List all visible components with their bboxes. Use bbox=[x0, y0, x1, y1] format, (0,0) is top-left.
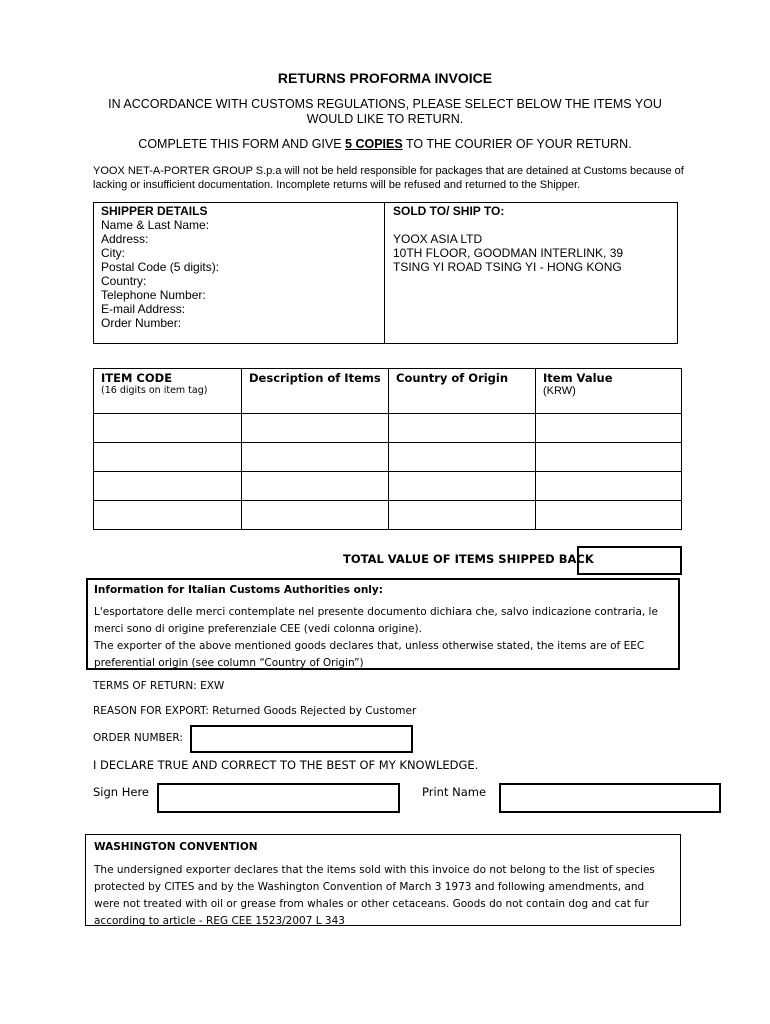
cell-item-code[interactable] bbox=[94, 472, 242, 501]
table-row bbox=[94, 501, 682, 530]
ship-to-heading: SOLD TO/ SHIP TO: bbox=[393, 204, 505, 218]
cell-country[interactable] bbox=[389, 472, 536, 501]
shipper-field-name: Name & Last Name: bbox=[101, 218, 210, 232]
sign-here-label: Sign Here bbox=[93, 785, 150, 799]
cell-country[interactable] bbox=[389, 443, 536, 472]
table-row bbox=[94, 414, 682, 443]
table-row bbox=[94, 443, 682, 472]
col-country-of-origin bbox=[389, 369, 536, 414]
table-row bbox=[94, 472, 682, 501]
total-value-label: TOTAL VALUE OF ITEMS SHIPPED BACK bbox=[343, 552, 594, 566]
shipper-field-address: Address: bbox=[101, 232, 149, 246]
col-item-value bbox=[536, 369, 682, 414]
col-item-code-sub: (16 digits on item tag) bbox=[101, 385, 208, 396]
shipper-field-postal-code: Postal Code (5 digits): bbox=[101, 260, 220, 274]
cell-country[interactable] bbox=[389, 414, 536, 443]
signature-field[interactable] bbox=[157, 783, 400, 813]
instruction-copies-pre: COMPLETE THIS FORM AND GIVE bbox=[138, 137, 346, 151]
ship-to-line-3: TSING YI ROAD TSING YI - HONG KONG bbox=[393, 260, 622, 274]
instruction-select-items: IN ACCORDANCE WITH CUSTOMS REGULATIONS, PLEASE SELECT BELOW THE ITEMS YOU WOULD LIKE TO RETURN. bbox=[108, 97, 662, 126]
ship-to-details bbox=[386, 203, 677, 275]
order-number-field[interactable] bbox=[190, 725, 413, 753]
col-country-title: Country of Origin bbox=[396, 371, 509, 385]
cell-country[interactable] bbox=[389, 501, 536, 530]
washington-convention-text: The undersigned exporter declares that the items sold with this invoice do not belong to the list of species protected by CITES and by the Washington Convention of March 3 1973 and following amendments, and were not treated with oil or grease from whales or other cetaceans. Goods do not contain dog and cat fur according to article - REG CEE 1523/2007 L 343 bbox=[94, 864, 655, 927]
col-item-code-title: ITEM CODE bbox=[101, 371, 173, 385]
italian-customs-heading: Information for Italian Customs Authorities only: bbox=[94, 584, 383, 596]
cell-description[interactable] bbox=[242, 501, 389, 530]
shipper-field-telephone: Telephone Number: bbox=[101, 288, 206, 302]
col-description-title: Description of Items bbox=[249, 371, 381, 385]
italian-customs-info bbox=[86, 578, 680, 670]
shipping-details-box bbox=[93, 202, 678, 344]
col-item-code bbox=[94, 369, 242, 414]
cell-item-code[interactable] bbox=[94, 443, 242, 472]
cell-value[interactable] bbox=[536, 501, 682, 530]
ship-to-line-2: 10TH FLOOR, GOODMAN INTERLINK, 39 bbox=[393, 246, 624, 260]
instruction-copies-post: TO THE COURIER OF YOUR RETURN. bbox=[402, 137, 632, 151]
col-item-value-title: Item Value bbox=[543, 371, 613, 385]
total-value-field[interactable] bbox=[577, 546, 682, 575]
order-number-label: ORDER NUMBER: bbox=[93, 732, 183, 744]
items-table-header bbox=[94, 369, 682, 414]
items-table bbox=[93, 368, 682, 530]
terms-of-return: TERMS OF RETURN: EXW bbox=[93, 680, 225, 692]
italian-customs-text-en: The exporter of the above mentioned goods declares that, unless otherwise stated, the items are of EEC preferential origin (see column “Country of Origin”) bbox=[94, 640, 645, 669]
shipper-field-email: E-mail Address: bbox=[101, 302, 186, 316]
customs-disclaimer: YOOX NET-A-PORTER GROUP S.p.a will not be held responsible for packages that are detained at Customs because of lacking or insufficient documentation. Incomplete returns will be refused and returned to the Shipper. bbox=[93, 165, 684, 191]
cell-item-code[interactable] bbox=[94, 501, 242, 530]
cell-description[interactable] bbox=[242, 472, 389, 501]
cell-value[interactable] bbox=[536, 414, 682, 443]
page-title: RETURNS PROFORMA INVOICE bbox=[277, 70, 493, 86]
print-name-label: Print Name bbox=[422, 785, 487, 799]
shipper-field-order-number: Order Number: bbox=[101, 316, 182, 330]
cell-item-code[interactable] bbox=[94, 414, 242, 443]
col-item-value-sub: (KRW) bbox=[543, 385, 576, 397]
print-name-field[interactable] bbox=[499, 783, 721, 813]
instruction-copies bbox=[0, 137, 770, 151]
cell-value[interactable] bbox=[536, 472, 682, 501]
shipper-heading: SHIPPER DETAILS bbox=[101, 204, 208, 218]
shipper-details bbox=[94, 203, 385, 343]
italian-customs-text-it: L'esportatore delle merci contemplate nel presente documento dichiara che, salvo indicazione contraria, le merci sono di origine preferenziale CEE (vedi colonna origine). bbox=[94, 606, 658, 635]
washington-convention-box bbox=[85, 834, 681, 926]
cell-description[interactable] bbox=[242, 443, 389, 472]
reason-for-export: REASON FOR EXPORT: Returned Goods Rejected by Customer bbox=[93, 705, 417, 717]
shipper-field-country: Country: bbox=[101, 274, 147, 288]
shipper-field-city: City: bbox=[101, 246, 125, 260]
declaration: I DECLARE TRUE AND CORRECT TO THE BEST OF MY KNOWLEDGE. bbox=[93, 758, 479, 772]
col-description bbox=[242, 369, 389, 414]
washington-convention-heading: WASHINGTON CONVENTION bbox=[94, 841, 258, 853]
cell-description[interactable] bbox=[242, 414, 389, 443]
ship-to-line-1: YOOX ASIA LTD bbox=[393, 232, 483, 246]
copies-count: 5 COPIES bbox=[345, 137, 403, 151]
cell-value[interactable] bbox=[536, 443, 682, 472]
